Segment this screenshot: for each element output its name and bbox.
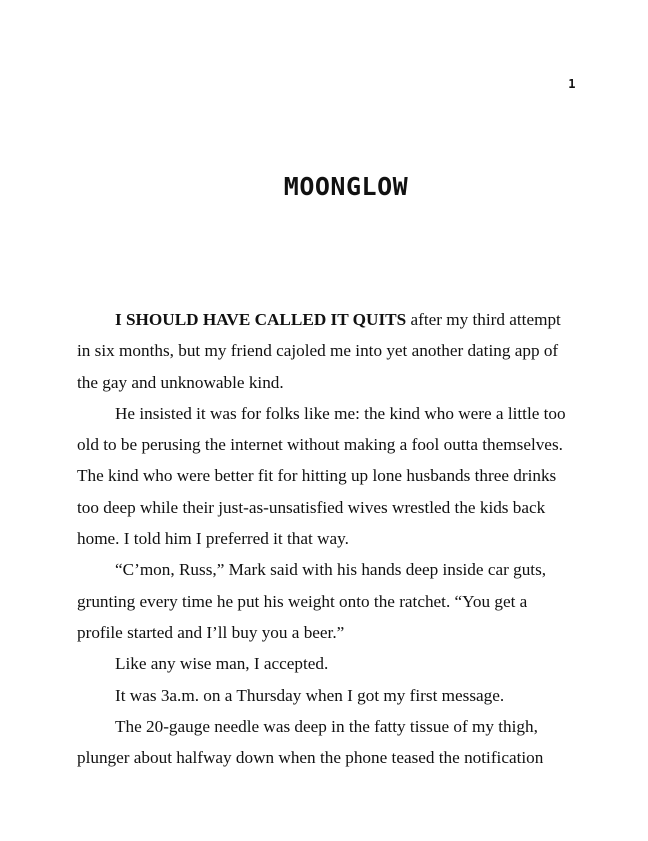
page-number: 1 — [568, 77, 576, 91]
paragraph-text: He insisted it was for folks like me: the kind who were a little too old to be perusing the internet without making a fool outta themselves. The kind who were better fit for hitting up lone husbands three drinks too deep while their just-as-unsatisfied wives wrestled the kids back home. I told him I preferred it that way. — [77, 403, 566, 549]
body-text — [77, 304, 577, 773]
chapter-title: MOONGLOW — [283, 172, 409, 201]
paragraph-text: The 20-gauge needle was deep in the fatty tissue of my thigh, plunger about halfway down when the phone teased the notification — [77, 716, 544, 768]
paragraph-text: It was 3a.m. on a Thursday when I got my first message. — [115, 685, 505, 705]
paragraph-text: Like any wise man, I accepted. — [115, 654, 329, 674]
paragraph-6 — [77, 711, 577, 774]
paragraph-text: after my third attempt in six months, but my friend cajoled me into yet another dating app of the gay and unknowable kind. — [77, 310, 561, 392]
paragraph-3 — [77, 554, 577, 648]
paragraph-1 — [77, 304, 577, 398]
paragraph-4 — [77, 648, 577, 679]
paragraph-2 — [77, 398, 577, 554]
lead-in-text: I SHOULD HAVE CALLED IT QUITS — [115, 310, 407, 329]
paragraph-text: “C’mon, Russ,” Mark said with his hands deep inside car guts, grunting every time he put his weight onto the ratchet. “You get a profile started and I’ll buy you a beer.” — [77, 560, 547, 642]
paragraph-5 — [77, 680, 577, 711]
